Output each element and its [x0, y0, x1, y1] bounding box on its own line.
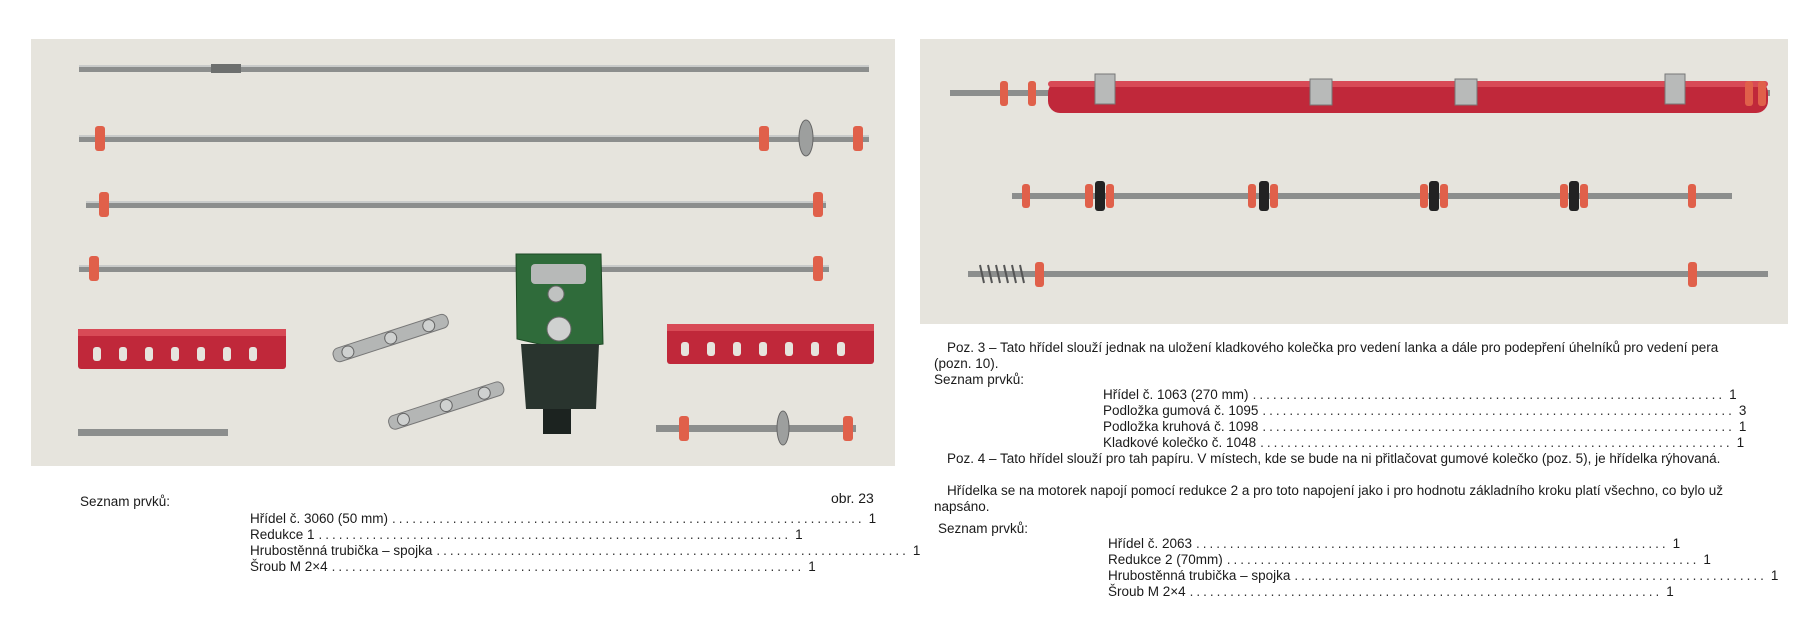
- list-item: Hřídel č. 2063 ...................................................................... 1: [1108, 536, 1681, 551]
- list-item: Redukce 2 (70mm) ...................................................................... 1: [1108, 552, 1711, 567]
- shaft-rod: [968, 271, 1768, 277]
- right-parts-list-2: [1108, 536, 1779, 600]
- reduction-plate: [387, 380, 505, 430]
- grooved-shaft: [1012, 193, 1732, 199]
- list-item: Kladkové kolečko č. 1048 ...................................................................... 1: [1103, 435, 1745, 450]
- list-item: Podložka kruhová č. 1098 ...................................................................... 1: [1103, 419, 1747, 434]
- right-list1-title: Seznam prvků:: [934, 372, 1025, 387]
- figure-label: obr. 23: [831, 490, 874, 506]
- right-photo: [920, 39, 1788, 324]
- short-shaft: [78, 429, 228, 436]
- list-item: Hřídel č. 1063 (270 mm) ...................................................................... 1: [1103, 387, 1737, 402]
- left-photo: [31, 39, 895, 466]
- reduction-plate: [331, 313, 449, 363]
- list-item: Hrubostěnná trubička – spojka ...................................................................... 1: [250, 543, 921, 558]
- right-list2-title: Seznam prvků:: [938, 521, 1029, 536]
- list-item: Hrubostěnná trubička – spojka ...................................................................... 1: [1108, 568, 1779, 583]
- right-parts-list-1: [1103, 387, 1747, 451]
- list-item: Hřídel č. 3060 (50 mm) ...................................................................... 1: [250, 511, 877, 526]
- paragraph-poz4: Poz. 4 – Tato hřídel slouží pro tah papíru. V místech, kde se bude na ni přitlačovat gumové kolečko (poz. 5), je hřídelka rýhovaná.: [947, 451, 1721, 466]
- list-item: Šroub M 2×4 ...................................................................... 1: [1108, 584, 1674, 599]
- list-item: Šroub M 2×4 ...................................................................... 1: [250, 559, 816, 574]
- list-item: Redukce 1 ...................................................................... 1: [250, 527, 803, 542]
- left-list-title: Seznam prvků:: [80, 494, 171, 509]
- left-photo-drawing: [31, 39, 895, 466]
- list-item: Podložka gumová č. 1095 ...................................................................... 3: [1103, 403, 1747, 418]
- paragraph-motor-connection: Hřídelka se na motorek napojí pomocí redukce 2 a pro toto napojení jako i pro hodnotu základního kroku platí všechno, co bylo už napsáno.: [934, 483, 1723, 514]
- paragraph-poz3: Poz. 3 – Tato hřídel slouží jednak na uložení kladkového kolečka pro vedení lanka a dále pro podepření úhelníků pro vedení pera (pozn. 10).: [934, 340, 1719, 371]
- dark-holder: [521, 344, 599, 409]
- pulley-wheel: [799, 120, 813, 156]
- right-photo-drawing: [920, 39, 1788, 324]
- rubber-washer: [95, 126, 105, 151]
- left-parts-list: [250, 511, 921, 575]
